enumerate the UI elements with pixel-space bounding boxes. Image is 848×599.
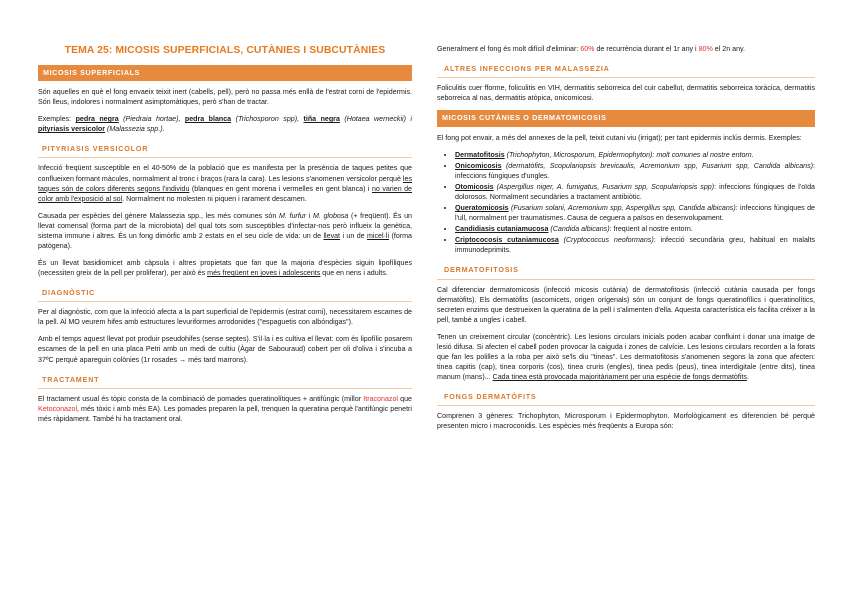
paragraph: Amb el temps aquest llevat pot produir pseudohifes (sense septes). S'il·la i es cultiva el llevat: com és lipofílic posarem escames de la pell en una placa Petri amb un medi de cultiu (Àgar de Sabouraud) cobert per oli d'oliva i s'incuba a 37ºC perquè apareguin colònies (1r rosades → més tard marrons). [38,335,412,364]
paragraph: Per al diagnòstic, com que la infecció afecta a la part superficial de l'epidermis (estrat corni), necessitarem escames de la pell. Al MO veurem hifes amb estructures levuriformes arrodonides ("espaguetis con albóndigas"). [38,308,412,327]
section-header-fongs-dermatofits: FONGS DERMATÒFITS [437,390,815,406]
section-header-malassezia: ALTRES INFECCIONS PER MALASSEZIA [437,62,815,78]
left-column [38,0,412,431]
list-item: • Dermatofitosis (Trichophyton, Microsporum, Epidermophyton): molt comunes al nostre entorn. [455,150,815,160]
right-column [437,0,815,438]
paragraph: Són aquelles en què el fong envaeix teixit inert (cabells, pell), però no passa més enllà de l'estrat corni de l'epidermis. Són lleus, indolores i normalment asimptomàtiques, però s'han de tractar. [38,87,412,107]
paragraph: Causada per espècies del gènere Malassezia spp., les més comunes són M. furfur i M. globosa (+ freqüent). És un llevat comensal (forma part de la microbiota) del qual tots som susceptibles d'infectar-nos però influeix la genètica, sistema immune i altres. És un fong dimòrfic amb 2 estats en el seu cicle de vida: un de llevat i un de micel·li (forma patògena). [38,211,412,250]
section-header-dermatofitosis: DERMATOFITOSIS [437,263,815,279]
list-item: • Criptococosis cutaniamucosa (Cryptococcus neoformans): infecció secundària greu, habitual en malalts immunodeprimits. [455,235,815,255]
paragraph: Tenen un creixement circular (concèntric). Les lesions circulars inicials poden acabar confluint i donar una imatge de lesió difusa. Si afecten el cabell poden provocar la caiguda i zones de calvície. Les lesions circulars recorden a la forats que fan les polilles a la roba per això se'ls diu "tineas". Les dermatofitosis s'anomenen segons la zona que afecten: tinea capitis (cap), tinea corporis (cos), tinea cruris (engles), tinea pedis (peus), tinea interdigitale (entre dits), tinea manum (mans)... Cada tinea està provocada majoritàriament per una espècie de fongs dermatòfits. [437,332,815,382]
list-item: • Onicomicosis (dermatòfits, Scopulariopsis brevicaulis, Acremonium spp, Fusarium spp, Candida albicans): infeccions fúngiques d'ungles. [455,161,815,181]
section-header-diagnostic: DIAGNÒSTIC [38,286,412,302]
paragraph: El tractament usual és tòpic consta de la combinació de pomades queratinolítiques + antifúngic (millor Itraconazol que Ketoconazol, més tòxic i amb més EA). Les pomades preparen la pell, trenquen la queratina perquè l'antifúngic penetri més ràpidament. També hi ha tractament oral. [38,394,412,423]
section-header-micosis-superficials: MICOSIS SUPERFICIALS [38,65,412,81]
paragraph: És un llevat basidiomicet amb càpsula i altres propietats que fan que la majoria d'espècies siguin lipofíliques (necessiten greix de la pell per proliferar), per això és més freqüent en joves i adolescents que en nens i adults. [38,258,412,278]
page-title: TEMA 25: MICOSIS SUPERFICIALS, CUTÀNIES I SUBCUTÀNIES [64,45,386,56]
list-item: • Candidiasis cutaniamucosa (Candida albicans): freqüent al nostre entorn. [455,224,815,234]
paragraph: Foliculitis cuer fforme, foliculitis en VIH, dermatitis seborreica del cuir cabellut, dermatitis seborreica toràcica, dermatitis seborreica al nas, dermatitis atòpica, onicomicosi. [437,84,815,103]
list-item: • Queratomicosis (Fusarium solani, Acremonium spp, Aspergillus spp, Candida albicans): infeccions fúngiques de l'ull, normalment per traumatismes. Causa de ceguera a països en desenvolupament. [455,203,815,223]
paragraph: El fong pot envair, a més del annexes de la pell, teixit cutani viu (irrigat); per tant epidermis inclús dermis. Exemples: [437,133,802,142]
paragraph: Cal diferenciar dermatomicosis (infecció micosis cutània) de dermatofitosis (infecció cutània causada per fongs dermatòfits). Els dermatòfits (ascomicets, origen orígenals) són un conjunt de fongs queratinofílics i queratinolítics, secreten enzims que destrueixen la queratina de la pell i s'alimenten d'ella. Aquesta característica els facilita créixer a la pell, també a ungles i cabell. [437,285,815,324]
examples-list [437,150,815,256]
section-header-pityriasis: PITYRIASIS VERSICOLOR [38,142,412,158]
section-header-tractament: TRACTAMENT [38,373,412,389]
list-item: • Otomicosis (Aspergillus niger, A. fumigatus, Fusarium spp, Scopulariopsis spp): infeccions fúngiques de l'oïda dolorosos. Normalment secundàries a tractament antibiòtic. [455,182,815,202]
paragraph: Infecció freqüent susceptible en el 40-50% de la població que es manifesta per la presència de taques petites que conflueixen formant màcules, normalment al tronc i braços (rara la cara). Les lesions s'anomenen versicolor perquè les taques són de colors diferents segons l'individu (blanques en gent morena i vermelles en gent blanca) i no varien de color amb l'exposició al sol. Normalment no molesten ni piquen i rarament descamen. [38,164,413,203]
section-header-dermatomicosis: MICOSIS CUTÀNIES O DERMATOMICOSIS [437,110,815,126]
paragraph: Comprenen 3 gèneres: Trichophyton, Microsporum i Epidermophyton. Morfològicament es diferencien bé perquè presenten micro i macroconidis. Les espècies més freqüents a Europa són: [437,412,815,431]
paragraph: Generalment el fong és molt difícil d'eliminar: 60% de recurrència durant el 1r any i 80% el 2n any. [437,45,746,53]
paragraph: Exemples: pedra negra (Piedraia hortae), pedra blanca (Trichosporon spp), tiña negra (Hotaea werneckii) i pityriasis versicolor (Malassezia spp.). [38,115,412,134]
